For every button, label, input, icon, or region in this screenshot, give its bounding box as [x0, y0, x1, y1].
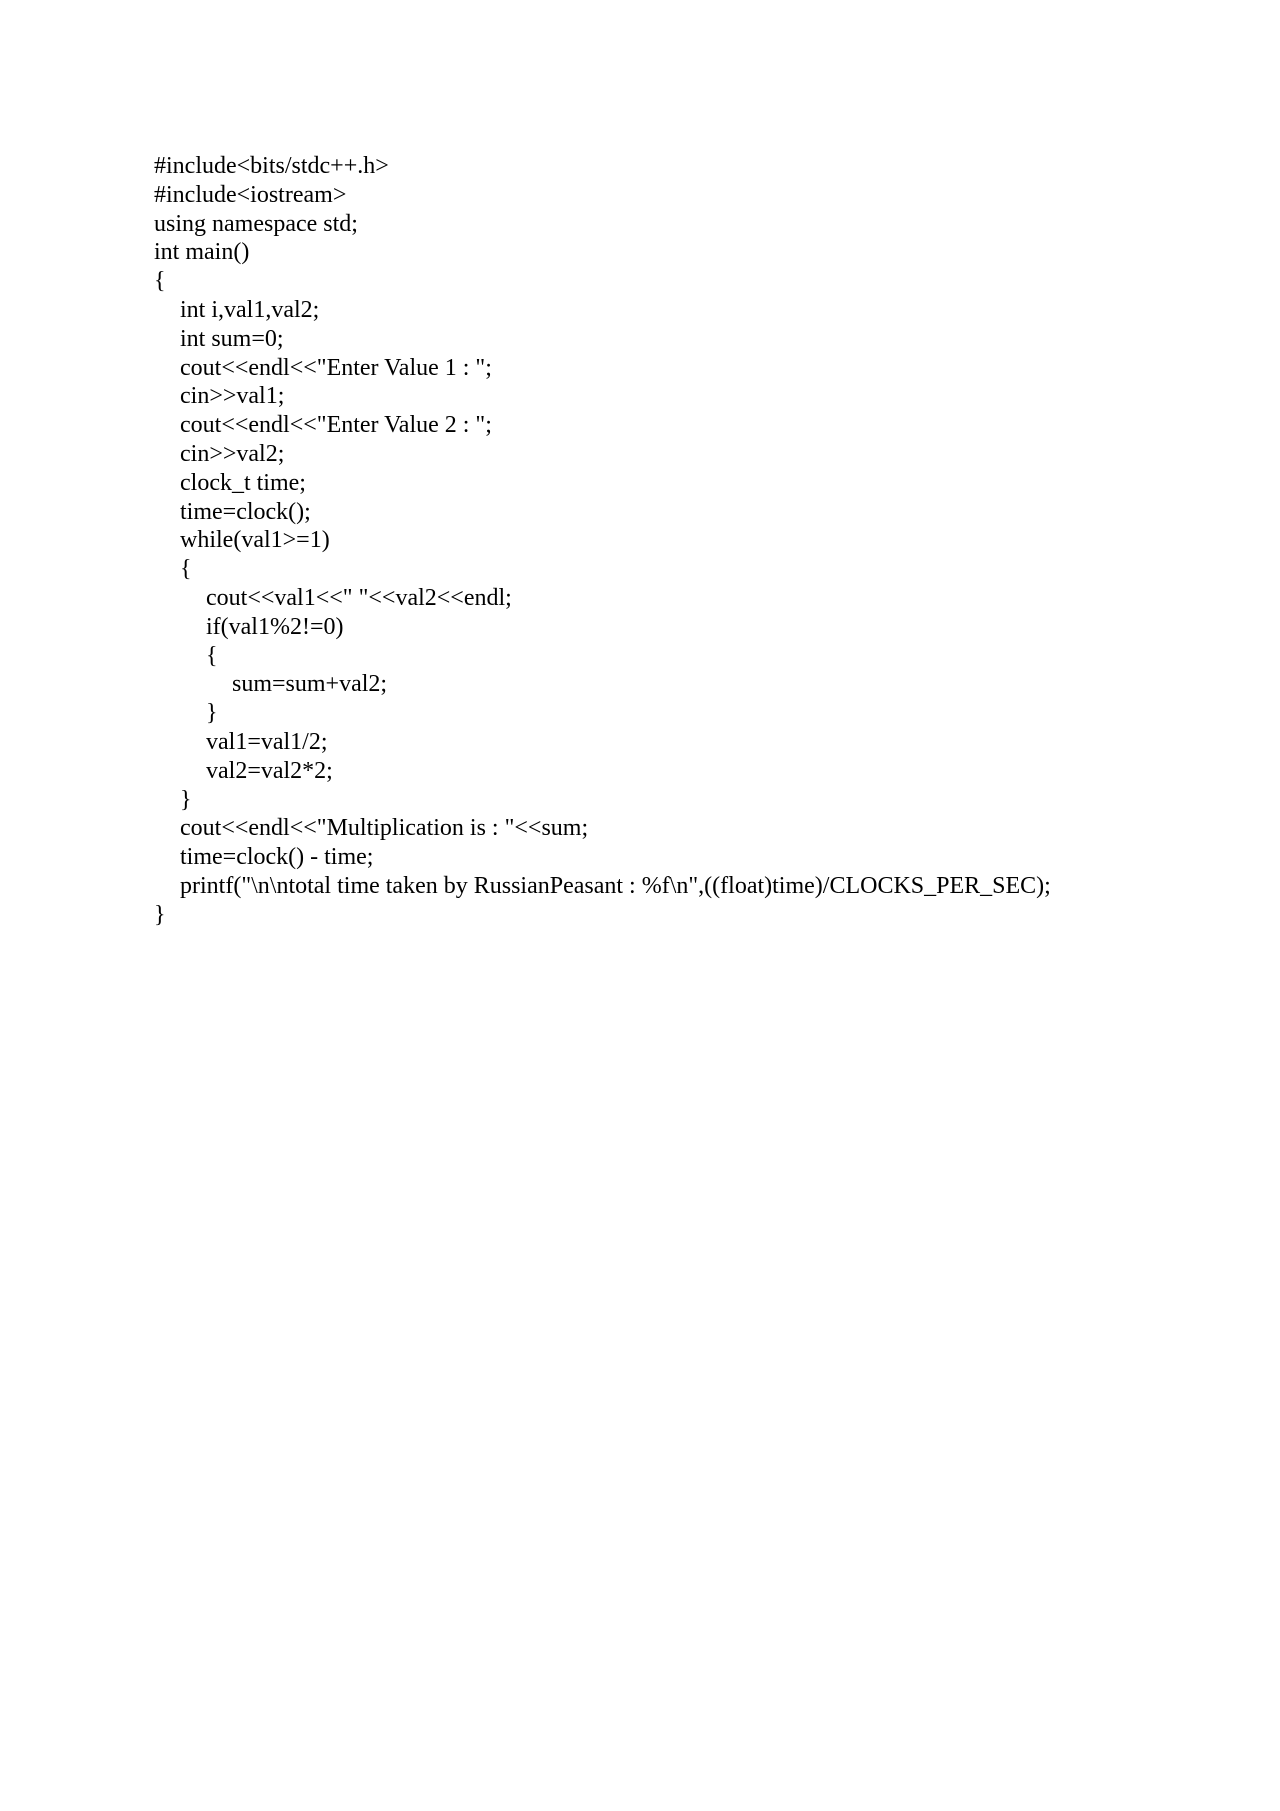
code-line: } — [180, 786, 192, 813]
code-line: #include<iostream> — [154, 181, 347, 208]
code-line: cout<<endl<<"Enter Value 1 : "; — [180, 354, 492, 381]
code-line: int sum=0; — [180, 325, 284, 352]
code-line: { — [154, 268, 166, 295]
code-line: { — [180, 556, 192, 583]
code-line: printf("\n\ntotal time taken by RussianPeasant : %f\n",((float)time)/CLOCKS_PER_SEC); — [180, 872, 1051, 899]
code-line: cout<<val1<<" "<<val2<<endl; — [206, 584, 512, 611]
code-line: #include<bits/stdc++.h> — [154, 153, 389, 179]
code-line: if(val1%2!=0) — [206, 613, 344, 640]
code-line: using namespace std; — [154, 210, 358, 237]
code-line: { — [206, 642, 218, 669]
code-line: cin>>val2; — [180, 440, 285, 467]
code-line: int main() — [154, 239, 250, 266]
code-line: cout<<endl<<"Enter Value 2 : "; — [180, 412, 492, 439]
code-line: val1=val1/2; — [206, 728, 328, 755]
code-listing — [154, 152, 1051, 930]
code-line: while(val1>=1) — [180, 527, 330, 554]
code-line: } — [154, 901, 166, 928]
code-line: time=clock() - time; — [180, 844, 374, 871]
code-line: clock_t time; — [180, 469, 306, 496]
code-line: } — [206, 700, 218, 727]
code-line: cout<<endl<<"Multiplication is : "<<sum; — [180, 815, 589, 842]
code-line: time=clock(); — [180, 498, 311, 525]
code-line: int i,val1,val2; — [180, 296, 320, 323]
code-line: sum=sum+val2; — [232, 671, 388, 698]
code-line: cin>>val1; — [180, 383, 285, 410]
code-line: val2=val2*2; — [206, 757, 333, 784]
